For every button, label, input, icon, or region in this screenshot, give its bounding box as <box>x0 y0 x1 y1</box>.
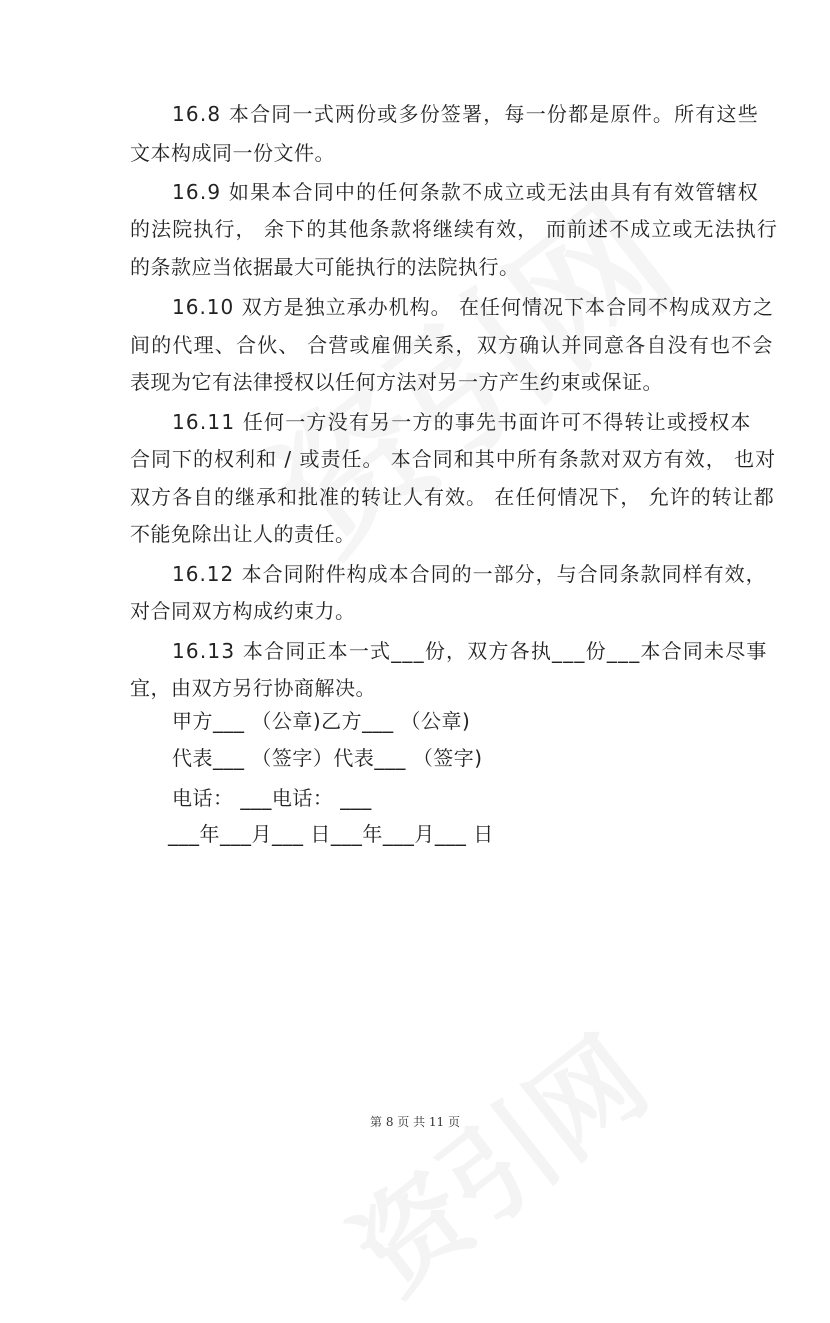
clause-16-9-line-2: 的法院执行， 余下的其他条款将继续有效， 而前述不成立或无法执行 <box>130 217 778 241</box>
clause-16-11-line-4: 不能免除出让人的责任。 <box>130 522 356 546</box>
clause-16-12-line-2: 对合同双方构成约束力。 <box>130 599 356 623</box>
clause-16-9-line-1: 16.9 如果本合同中的任何条款不成立或无法由具有有效管辖权 <box>172 180 759 204</box>
signature-representatives: 代表___ （签字）代表___ （签字) <box>172 746 483 770</box>
signature-parties: 甲方___ （公章)乙方___ （公章) <box>172 709 471 733</box>
clause-16-8-line-1: 16.8 本合同一式两份或多份签署，每一份都是原件。所有这些 <box>172 102 759 126</box>
clause-16-12-line-1: 16.12 本合同附件构成本合同的一部分，与合同条款同样有效， <box>172 562 767 586</box>
page-number-footer: 第 8 页 共 11 页 <box>370 1115 460 1129</box>
clause-16-9-line-3: 的条款应当依据最大可能执行的法院执行。 <box>130 255 520 279</box>
signature-dates: ___年___月___ 日___年___月___ 日 <box>168 822 494 846</box>
clause-16-11-line-3: 双方各自的继承和批准的转让人有效。 在任何情况下， 允许的转让都 <box>130 485 775 509</box>
clause-16-10-line-1: 16.10 双方是独立承办机构。 在任何情况下本合同不构成双方之 <box>172 295 774 319</box>
clause-16-13-line-1: 16.13 本合同正本一式___份，双方各执___份___本合同未尽事 <box>172 639 768 663</box>
clause-16-11-line-1: 16.11 任何一方没有另一方的事先书面许可不得转让或授权本 <box>172 410 752 434</box>
clause-16-11-line-2: 合同下的权利和 / 或责任。 本合同和其中所有条款对双方有效， 也对 <box>130 447 777 471</box>
signature-phones: 电话： ___电话： ___ <box>172 786 372 810</box>
clause-16-8-line-2: 文本构成同一份文件。 <box>130 141 335 165</box>
watermark-bottom <box>316 995 673 1323</box>
clause-16-10-line-3: 表现为它有法律授权以任何方法对另一方产生约束或保证。 <box>130 370 663 394</box>
clause-16-10-line-2: 间的代理、合伙、 合营或雇佣关系，双方确认并同意各自没有也不会 <box>130 333 774 357</box>
clause-16-13-line-2: 宜，由双方另行协商解决。 <box>130 676 376 700</box>
